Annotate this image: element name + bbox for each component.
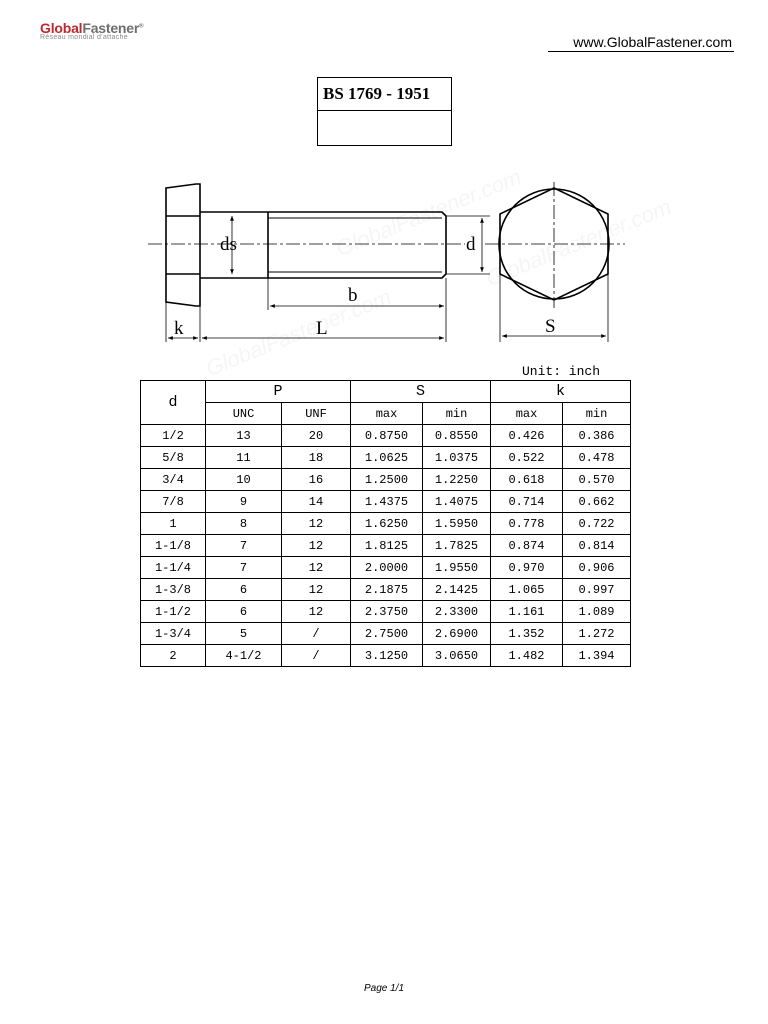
brand-tagline: Réseau mondial d'attache <box>40 34 128 41</box>
table-row <box>141 623 631 645</box>
label-s: S <box>545 316 556 337</box>
label-k: k <box>174 318 184 339</box>
standard-title-box <box>317 77 452 146</box>
registered-mark: ® <box>139 23 144 30</box>
cell-s-max: 2.7500 <box>351 623 423 645</box>
table-group-header <box>141 381 631 403</box>
cell-s-min: 1.4075 <box>423 491 491 513</box>
cell-s-min: 1.5950 <box>423 513 491 535</box>
cell-k-min: 0.722 <box>563 513 631 535</box>
cell-unc: 10 <box>206 469 282 491</box>
cell-k-max: 0.426 <box>491 425 563 447</box>
header-k-max: max <box>491 403 563 425</box>
cell-unc: 4-1/2 <box>206 645 282 667</box>
label-l: L <box>316 318 328 339</box>
cell-k-max: 1.065 <box>491 579 563 601</box>
cell-d: 3/4 <box>141 469 206 491</box>
cell-s-max: 2.0000 <box>351 557 423 579</box>
cell-s-min: 0.8550 <box>423 425 491 447</box>
cell-k-min: 0.814 <box>563 535 631 557</box>
bolt-side-view <box>166 184 446 306</box>
cell-unf: / <box>282 645 351 667</box>
cell-k-max: 1.352 <box>491 623 563 645</box>
cell-k-max: 0.714 <box>491 491 563 513</box>
cell-s-max: 2.1875 <box>351 579 423 601</box>
cell-unc: 13 <box>206 425 282 447</box>
table-row <box>141 535 631 557</box>
cell-k-min: 0.997 <box>563 579 631 601</box>
cell-k-min: 0.662 <box>563 491 631 513</box>
cell-s-max: 1.2500 <box>351 469 423 491</box>
cell-unf: 14 <box>282 491 351 513</box>
table-row <box>141 469 631 491</box>
cell-d: 7/8 <box>141 491 206 513</box>
label-b: b <box>348 285 358 306</box>
cell-s-min: 3.0650 <box>423 645 491 667</box>
table-row <box>141 601 631 623</box>
label-ds: ds <box>220 234 237 255</box>
header-s: S <box>351 381 491 403</box>
brand-logo <box>40 20 143 41</box>
header-d: d <box>141 381 206 425</box>
standard-title: BS 1769 - 1951 <box>318 78 451 111</box>
cell-k-max: 0.970 <box>491 557 563 579</box>
cell-unc: 6 <box>206 601 282 623</box>
cell-s-max: 1.8125 <box>351 535 423 557</box>
cell-unf: 12 <box>282 579 351 601</box>
table-sub-header <box>141 403 631 425</box>
cell-d: 1-1/4 <box>141 557 206 579</box>
cell-unf: 20 <box>282 425 351 447</box>
cell-unc: 8 <box>206 513 282 535</box>
cell-k-min: 0.386 <box>563 425 631 447</box>
cell-k-max: 1.161 <box>491 601 563 623</box>
cell-s-max: 2.3750 <box>351 601 423 623</box>
header-unf: UNF <box>282 403 351 425</box>
cell-d: 5/8 <box>141 447 206 469</box>
cell-s-min: 2.1425 <box>423 579 491 601</box>
cell-s-max: 1.6250 <box>351 513 423 535</box>
unit-note: Unit: inch <box>522 364 601 379</box>
cell-d: 1-1/2 <box>141 601 206 623</box>
header-p: P <box>206 381 351 403</box>
header-k: k <box>491 381 631 403</box>
cell-k-max: 0.778 <box>491 513 563 535</box>
cell-k-min: 1.272 <box>563 623 631 645</box>
table-row <box>141 491 631 513</box>
table-row <box>141 557 631 579</box>
cell-d: 1/2 <box>141 425 206 447</box>
cell-d: 1-1/8 <box>141 535 206 557</box>
brand-name-part2: Fastener <box>82 20 140 36</box>
table-row <box>141 447 631 469</box>
cell-k-min: 0.478 <box>563 447 631 469</box>
cell-s-max: 1.4375 <box>351 491 423 513</box>
table-row <box>141 645 631 667</box>
table-row <box>141 425 631 447</box>
cell-unf: 12 <box>282 513 351 535</box>
cell-unf: / <box>282 623 351 645</box>
cell-unf: 12 <box>282 601 351 623</box>
cell-d: 2 <box>141 645 206 667</box>
header-k-min: min <box>563 403 631 425</box>
brand-name-part1: Global <box>40 20 83 36</box>
cell-k-min: 0.570 <box>563 469 631 491</box>
page-number: Page 1/1 <box>363 983 405 994</box>
cell-s-min: 2.3300 <box>423 601 491 623</box>
cell-s-min: 1.0375 <box>423 447 491 469</box>
cell-unc: 9 <box>206 491 282 513</box>
cell-k-max: 0.874 <box>491 535 563 557</box>
cell-unc: 11 <box>206 447 282 469</box>
cell-s-min: 1.9550 <box>423 557 491 579</box>
label-d: d <box>466 234 476 255</box>
cell-unf: 12 <box>282 557 351 579</box>
cell-unc: 7 <box>206 535 282 557</box>
cell-s-max: 0.8750 <box>351 425 423 447</box>
cell-k-max: 0.522 <box>491 447 563 469</box>
cell-unf: 12 <box>282 535 351 557</box>
cell-s-min: 2.6900 <box>423 623 491 645</box>
cell-k-min: 0.906 <box>563 557 631 579</box>
header-s-min: min <box>423 403 491 425</box>
cell-d: 1-3/8 <box>141 579 206 601</box>
table-row <box>141 579 631 601</box>
cell-unf: 18 <box>282 447 351 469</box>
cell-k-min: 1.089 <box>563 601 631 623</box>
header-rule <box>548 51 734 52</box>
cell-d: 1-3/4 <box>141 623 206 645</box>
cell-unc: 6 <box>206 579 282 601</box>
cell-unc: 5 <box>206 623 282 645</box>
table-row <box>141 513 631 535</box>
cell-k-min: 1.394 <box>563 645 631 667</box>
cell-k-max: 0.618 <box>491 469 563 491</box>
cell-s-min: 1.7825 <box>423 535 491 557</box>
cell-unf: 16 <box>282 469 351 491</box>
cell-s-min: 1.2250 <box>423 469 491 491</box>
cell-unc: 7 <box>206 557 282 579</box>
site-url[interactable]: www.GlobalFastener.com <box>573 34 732 50</box>
bolt-drawing <box>140 170 640 355</box>
cell-k-max: 1.482 <box>491 645 563 667</box>
header-unc: UNC <box>206 403 282 425</box>
spec-table <box>140 380 631 667</box>
cell-s-max: 3.1250 <box>351 645 423 667</box>
header-s-max: max <box>351 403 423 425</box>
cell-d: 1 <box>141 513 206 535</box>
cell-s-max: 1.0625 <box>351 447 423 469</box>
